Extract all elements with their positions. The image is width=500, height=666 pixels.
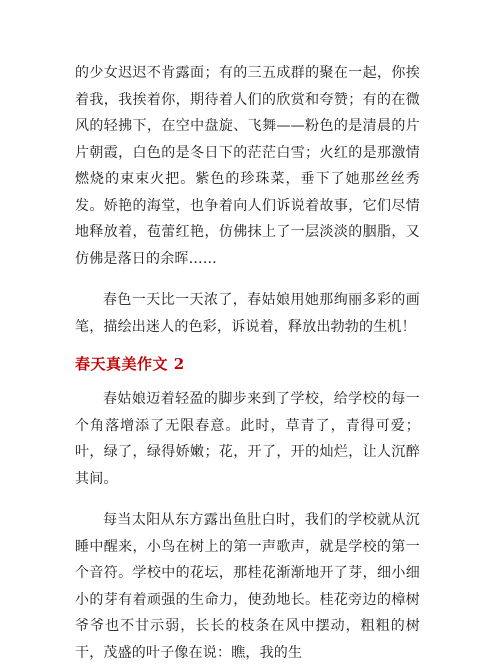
document-page bbox=[75, 60, 420, 666]
essay-heading: 春天真美作文 2 bbox=[75, 355, 185, 373]
paragraph-spring-deepens: 春色一天比一天浓了，春姑娘用她那绚丽多彩的画笔，描绘出迷人的色彩，诉说着，释放出勃勃的生机！ bbox=[75, 292, 420, 335]
paragraph-school-morning: 每当太阳从东方露出鱼肚白时，我们的学校就从沉睡中醒来，小鸟在树上的第一声歌声，就是学校的第一个音符。学校中的花坛，那桂花渐渐地开了芽，细小细小的芽有着顽强的生命力，使劲地长。桂花旁边的樟树爷爷也不甘示弱，长长的枝条在风中摆动，粗粗的树干，茂盛的叶子像在说：瞧，我的生 bbox=[75, 512, 420, 661]
paragraph-school-spring: 春姑娘迈着轻盈的脚步来到了学校，给学校的每一个角落增添了无限春意。此时，草青了，青得可爱；叶，绿了，绿得娇嫩；花，开了，开的灿烂，让人沉醉其间。 bbox=[75, 391, 420, 487]
paragraph-flowers: 的少女迟迟不肯露面；有的三五成群的聚在一起，你挨着我，我挨着你，期待着人们的欣赏和夸赞；有的在微风的轻拂下，在空中盘旋、飞舞——粉色的是清晨的片片朝霞，白色的是冬日下的茫茫白雪；火红的是那激情燃烧的束束火把。紫色的珍珠菜，垂下了她那丝丝秀发。娇艳的海堂，也争着向人们诉说着故事，它们尽情地释放着，苞蕾红艳，仿佛抹上了一层淡淡的胭脂，又仿佛是落日的余晖…… bbox=[75, 65, 420, 267]
